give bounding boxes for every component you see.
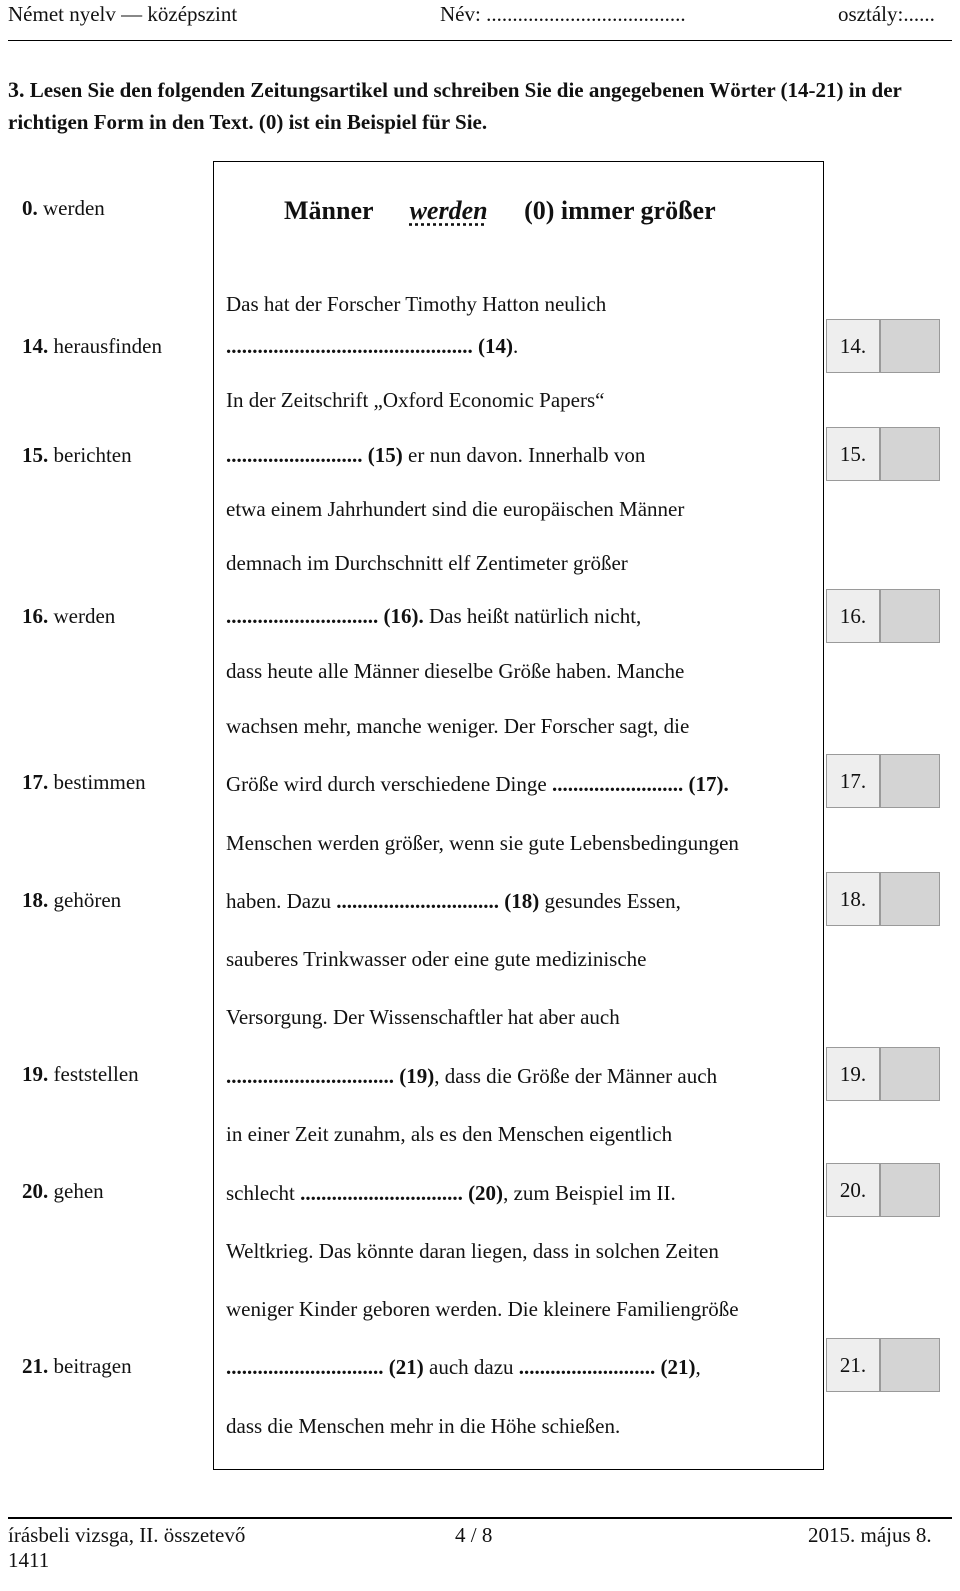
answer-box-15[interactable]	[880, 427, 940, 481]
text-line: In der Zeitschrift „Oxford Economic Papers“	[226, 388, 605, 412]
header-name-field: Név: ......................................	[440, 2, 686, 26]
task-text: Lesen Sie den folgenden Zeitungsartikel und schreiben Sie die angegebenen Wörter (14-21) in der richtigen Form in den Text. (0) ist ein Beispiel für Sie.	[8, 78, 902, 134]
answer-box-21[interactable]	[880, 1338, 940, 1392]
answer-box-label-18: 18.	[826, 872, 880, 926]
answer-box-16[interactable]	[880, 589, 940, 643]
answer-box-label-21: 21.	[826, 1338, 880, 1392]
text-line: weniger Kinder geboren werden. Die kleinere Familiengröße	[226, 1297, 739, 1321]
lemma-18: 18. gehören	[22, 888, 122, 912]
text-line: demnach im Durchschnitt elf Zentimeter größer	[226, 551, 628, 575]
text-line: sauberes Trinkwasser oder eine gute medizinische	[226, 947, 647, 971]
text-line: dass heute alle Männer dieselbe Größe haben. Manche	[226, 659, 685, 683]
text-line-gap-19: ................................ (19), dass die Größe der Männer auch	[226, 1064, 718, 1088]
header-subject: Német nyelv — középszint	[8, 2, 238, 26]
lemma-21: 21. beitragen	[22, 1354, 132, 1378]
text-line: Versorgung. Der Wissenschaftler hat aber auch	[226, 1005, 620, 1029]
answer-box-14[interactable]	[880, 319, 940, 373]
text-line: Das hat der Forscher Timothy Hatton neulich	[226, 292, 607, 316]
lemma-example: 0. werden	[22, 196, 105, 220]
lemma-16: 16. werden	[22, 604, 116, 628]
text-line: dass die Menschen mehr in die Höhe schießen.	[226, 1414, 621, 1438]
answer-box-label-15: 15.	[826, 427, 880, 481]
answer-box-label-17: 17.	[826, 754, 880, 808]
text-line-gap-14: ............................................... (14).	[226, 334, 519, 358]
text-line: Weltkrieg. Das könnte daran liegen, dass in solchen Zeiten	[226, 1239, 719, 1263]
lemma-19: 19. feststellen	[22, 1062, 139, 1086]
text-line: Menschen werden größer, wenn sie gute Lebensbedingungen	[226, 831, 739, 855]
answer-box-label-20: 20.	[826, 1163, 880, 1217]
text-line: etwa einem Jahrhundert sind die europäischen Männer	[226, 497, 685, 521]
text-line-gap-17: Größe wird durch verschiedene Dinge ......................... (17).	[226, 772, 729, 796]
answer-box-18[interactable]	[880, 872, 940, 926]
answer-box-label-19: 19.	[826, 1047, 880, 1101]
answer-box-20[interactable]	[880, 1163, 940, 1217]
lemma-15: 15. berichten	[22, 443, 132, 467]
text-line-gap-16: ............................. (16). Das heißt natürlich nicht,	[226, 604, 642, 628]
footer-date: 2015. május 8.	[808, 1523, 932, 1547]
text-line: wachsen mehr, manche weniger. Der Forscher sagt, die	[226, 714, 690, 738]
answer-box-label-14: 14.	[826, 319, 880, 373]
header-class-field: osztály:......	[838, 2, 935, 26]
answer-box-19[interactable]	[880, 1047, 940, 1101]
lemma-20: 20. gehen	[22, 1179, 104, 1203]
footer-rule	[8, 1517, 952, 1519]
example-answer: werden	[409, 196, 488, 225]
footer-code: 1411	[8, 1548, 50, 1572]
task-number: 3.	[8, 77, 25, 102]
text-line-gap-15: .......................... (15) er nun davon. Innerhalb von	[226, 443, 646, 467]
text-line-gap-20: schlecht ............................... (20), zum Beispiel im II.	[226, 1181, 676, 1205]
text-line-gap-18: haben. Dazu ............................... (18) gesundes Essen,	[226, 889, 681, 913]
header-rule	[8, 40, 952, 41]
lemma-17: 17. bestimmen	[22, 770, 146, 794]
text-line-gap-21: .............................. (21) auch dazu .......................... (21),	[226, 1355, 701, 1379]
example-sentence: Männer werden (0) immer größer	[284, 196, 716, 225]
footer-exam-part: írásbeli vizsga, II. összetevő	[8, 1523, 246, 1547]
lemma-14: 14. herausfinden	[22, 334, 162, 358]
answer-box-17[interactable]	[880, 754, 940, 808]
footer-page-number: 4 / 8	[455, 1523, 493, 1547]
text-line: in einer Zeit zunahm, als es den Menschen eigentlich	[226, 1122, 673, 1146]
task-instruction	[8, 74, 954, 138]
answer-box-label-16: 16.	[826, 589, 880, 643]
